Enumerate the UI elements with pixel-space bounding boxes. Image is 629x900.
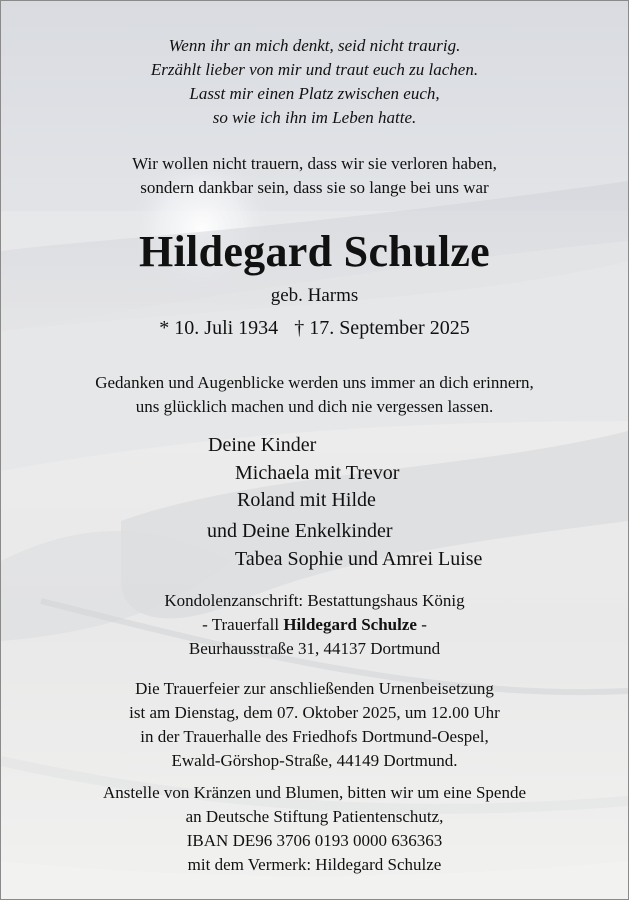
memory-line: Gedanken und Augenblicke werden uns immer an dich erinnern,: [95, 373, 534, 392]
memory-text: [1, 371, 628, 419]
quote: [1, 152, 628, 200]
condolence-street: Beurhausstraße 31, 44137 Dortmund: [188, 639, 441, 658]
funeral-info: [1, 677, 628, 773]
birth-name: geb. Harms: [270, 285, 359, 306]
donation-line: mit dem Vermerk: Hildegard Schulze: [187, 855, 442, 874]
case-prefix: - Trauerfall: [202, 615, 284, 634]
quote-line: sondern dankbar sein, dass sie so lange bei uns war: [140, 178, 489, 197]
poem-line: Erzählt lieber von mir und traut euch zu lachen.: [150, 60, 479, 79]
opening-poem: [1, 34, 628, 130]
deceased-name: Hildegard Schulze: [139, 227, 490, 276]
poem-line: Wenn ihr an mich denkt, seid nicht traurig.: [168, 36, 461, 55]
poem-line: Lasst mir einen Platz zwischen euch,: [189, 84, 440, 103]
funeral-line: Die Trauerfeier zur anschließenden Urnenbeisetzung: [135, 679, 494, 698]
grandchildren-heading: und Deine Enkelkinder: [207, 520, 393, 542]
funeral-line: Ewald-Görshop-Straße, 44149 Dortmund.: [171, 751, 458, 770]
donation-info: [1, 781, 628, 877]
child-entry: Roland mit Hilde: [237, 489, 376, 511]
quote-line: Wir wollen nicht trauern, dass wir sie verloren haben,: [132, 154, 497, 173]
children-heading: Deine Kinder: [208, 434, 317, 456]
grandchild-entry: Tabea Sophie und Amrei Luise: [235, 548, 483, 570]
funeral-line: ist am Dienstag, dem 07. Oktober 2025, um 12.00 Uhr: [129, 703, 500, 722]
donation-line: an Deutsche Stiftung Patientenschutz,: [185, 807, 444, 826]
life-dates: [1, 314, 628, 342]
birth-date: * 10. Juli 1934: [159, 317, 279, 339]
donation-line: Anstelle von Kränzen und Blumen, bitten wir um eine Spende: [102, 783, 527, 802]
condolence-line: Kondolenzanschrift: Bestattungshaus König: [164, 591, 465, 610]
poem-line: so wie ich ihn im Leben hatte.: [212, 108, 417, 127]
funeral-line: in der Trauerhalle des Friedhofs Dortmund-Oespel,: [140, 727, 489, 746]
child-entry: Michaela mit Trevor: [235, 462, 400, 484]
condolence-address: [1, 589, 628, 661]
case-suffix: -: [416, 615, 427, 634]
memory-line: uns glücklich machen und dich nie vergessen lassen.: [135, 397, 494, 416]
condolence-case-line: [1, 613, 628, 637]
donation-iban: IBAN DE96 3706 0193 0000 636363: [186, 831, 443, 850]
case-name: Hildegard Schulze: [283, 615, 417, 634]
death-date: † 17. September 2025: [294, 317, 470, 339]
